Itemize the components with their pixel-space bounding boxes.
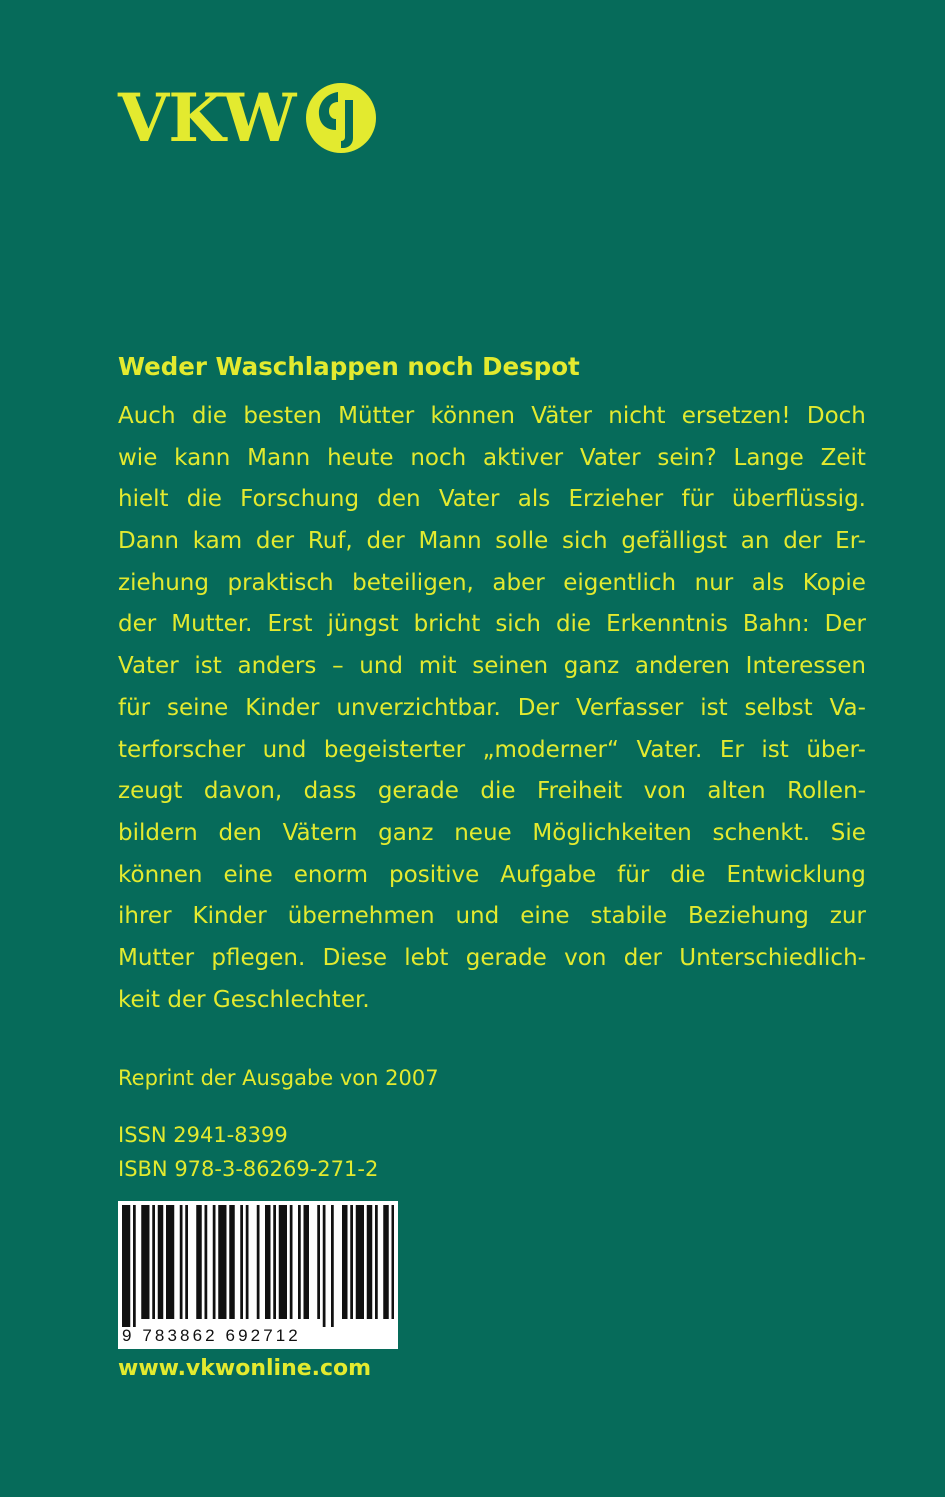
blurb-word: neue xyxy=(454,819,512,846)
blurb-word: anders xyxy=(237,653,317,680)
blurb-word: alten xyxy=(707,778,766,805)
blurb-word: Er- xyxy=(835,528,866,555)
blurb-word: schenkt. xyxy=(712,819,811,846)
blurb-word: besten xyxy=(243,403,322,429)
publisher-logo xyxy=(118,79,377,157)
blurb-line xyxy=(118,604,866,646)
identifiers xyxy=(118,1118,378,1186)
blurb-word: Er xyxy=(719,736,744,763)
blurb-word: mit xyxy=(418,653,457,680)
blurb-word: dass xyxy=(303,778,357,805)
blurb-word: Erkenntnis xyxy=(606,611,728,638)
blurb-line xyxy=(118,438,866,480)
blurb-word: aktiver xyxy=(483,444,564,471)
blurb-word: sein? xyxy=(657,444,717,471)
barcode-bar xyxy=(158,1205,164,1319)
blurb-word: ist xyxy=(700,694,728,721)
blurb-word: ersetzen! xyxy=(681,403,791,429)
blurb-word: den xyxy=(218,819,262,846)
blurb-word: gerade xyxy=(377,778,459,805)
barcode-bar xyxy=(257,1205,260,1319)
blurb-word: Rollen- xyxy=(787,778,866,805)
blurb-word: sich xyxy=(562,528,608,555)
blurb-word: Kopie xyxy=(802,569,866,596)
blurb-word: bricht xyxy=(413,611,481,638)
blurb-line xyxy=(118,980,866,1022)
blurb-line xyxy=(118,521,866,563)
blurb-word: ihrer xyxy=(118,903,172,930)
blurb-line xyxy=(118,688,866,730)
blurb-line xyxy=(118,396,866,438)
blurb-word: Beziehung xyxy=(688,903,809,930)
blurb-word: Forschung xyxy=(240,486,360,513)
blurb-word: Interessen xyxy=(745,653,866,680)
blurb-word: positive xyxy=(389,861,480,888)
barcode-bar xyxy=(141,1205,149,1319)
barcode-bar xyxy=(290,1205,293,1319)
blurb-word: die xyxy=(555,611,592,638)
barcode-bar xyxy=(279,1205,287,1319)
blurb-word: überflüssig. xyxy=(731,486,866,513)
blurb-word: als xyxy=(517,486,551,513)
vkw-circle-mark-icon xyxy=(305,82,377,154)
blurb-word: seinen xyxy=(472,653,549,680)
barcode-bar xyxy=(213,1205,216,1319)
blurb-word: davon, xyxy=(203,778,283,805)
barcode-bar xyxy=(392,1205,395,1319)
blurb-word: „moderner“ xyxy=(482,736,619,763)
blurb-word: der xyxy=(783,528,822,555)
blurb-word: gefälligst xyxy=(621,528,728,555)
barcode-bar xyxy=(180,1205,183,1319)
blurb-word: den xyxy=(377,486,421,513)
barcode-bar xyxy=(133,1205,136,1327)
barcode xyxy=(118,1201,398,1349)
blurb-word: zur xyxy=(829,903,866,930)
blurb-word: eine xyxy=(223,861,273,888)
blurb-word: Zeit xyxy=(820,444,866,471)
blurb-word: Mutter. xyxy=(171,611,253,638)
blurb-word: zeugt xyxy=(118,778,183,805)
blurb-word: Ruf, xyxy=(307,528,353,555)
barcode-bar xyxy=(273,1205,276,1319)
blurb-word: keit der Geschlechter. xyxy=(118,986,370,1013)
barcode-bar xyxy=(342,1205,348,1319)
isbn-number: ISBN 978-3-86269-271-2 xyxy=(118,1157,379,1181)
barcode-bar xyxy=(196,1205,202,1319)
blurb-word: für xyxy=(681,486,714,513)
blurb-word: ganz xyxy=(378,819,434,846)
barcode-bar xyxy=(166,1205,174,1319)
barcode-bar xyxy=(375,1205,378,1319)
blurb-word: von xyxy=(643,778,686,805)
blurb-word: die xyxy=(480,778,516,805)
barcode-bar xyxy=(356,1205,364,1319)
blurb-word: Unterschiedlich- xyxy=(679,944,866,971)
blurb-word: Diese xyxy=(322,944,387,971)
blurb-word: von xyxy=(564,944,607,971)
blurb-word: seine xyxy=(167,694,229,721)
blurb-word: Mann xyxy=(247,444,311,471)
barcode-bar xyxy=(265,1205,271,1319)
blurb-word: Vater xyxy=(579,444,641,471)
blurb-word: Mutter xyxy=(118,944,195,971)
blurb-word: und xyxy=(359,653,404,680)
blurb-word: wie xyxy=(118,444,158,471)
blurb-line xyxy=(118,855,866,897)
barcode-bar xyxy=(122,1205,130,1327)
blurb-word: Kinder xyxy=(192,903,267,930)
blurb-line xyxy=(118,479,866,521)
blurb-word: können xyxy=(430,403,515,429)
barcode-bar xyxy=(383,1205,389,1319)
barcode-bar xyxy=(152,1205,155,1319)
blurb-word: enorm xyxy=(293,861,369,888)
blurb-word: Lange xyxy=(733,444,804,471)
blurb-line xyxy=(118,896,866,938)
blurb-word: anderen xyxy=(634,653,730,680)
blurb-word: Freiheit xyxy=(536,778,623,805)
blurb-line xyxy=(118,813,866,855)
blurb-word: für xyxy=(617,861,650,888)
blurb-word: ziehung xyxy=(118,569,209,596)
blurb-word: können xyxy=(118,861,203,888)
barcode-bar xyxy=(205,1205,208,1319)
blurb-word: Mütter xyxy=(338,403,415,429)
blurb-word: sich xyxy=(495,611,541,638)
blurb-word: – xyxy=(332,653,344,680)
blurb-word: und xyxy=(262,736,307,763)
blurb-line xyxy=(118,646,866,688)
blurb-word: Sie xyxy=(830,819,866,846)
blurb-word: und xyxy=(455,903,500,930)
blurb-word: heute xyxy=(327,444,394,471)
blurb-word: Erst xyxy=(267,611,313,638)
blurb-word: unverzichtbar. xyxy=(336,694,501,721)
blurb-word: aber xyxy=(492,569,545,596)
barcode-bar xyxy=(304,1205,310,1319)
blurb-word: Der xyxy=(517,694,560,721)
blurb-word: Vätern xyxy=(282,819,358,846)
blurb-word: ist xyxy=(194,653,222,680)
blurb-word: für xyxy=(118,694,151,721)
blurb-word: Kinder xyxy=(245,694,320,721)
blurb-word: jüngst xyxy=(327,611,399,638)
blurb-word: der xyxy=(255,528,295,555)
blurb-word: nicht xyxy=(608,403,666,429)
blurb-word: Bahn: xyxy=(742,611,810,638)
blurb-word: stabile xyxy=(590,903,668,930)
blurb-word: solle xyxy=(495,528,549,555)
blurb-word: die xyxy=(186,486,222,513)
reprint-note: Reprint der Ausgabe von 2007 xyxy=(118,1066,439,1090)
barcode-bar xyxy=(331,1205,334,1327)
blurb-line xyxy=(118,563,866,605)
book-headline: Weder Waschlappen noch Despot xyxy=(118,352,580,381)
barcode-bar xyxy=(246,1205,249,1319)
blurb-word: Väter xyxy=(531,403,592,429)
blurb-word: bildern xyxy=(118,819,198,846)
blurb-word: die xyxy=(670,861,706,888)
blurb-word: als xyxy=(751,569,785,596)
blurb-word: Vater xyxy=(438,486,500,513)
blurb-word: Dann xyxy=(118,528,179,555)
blurb-word: Vater. xyxy=(636,736,703,763)
blurb-word: übernehmen xyxy=(287,903,435,930)
blurb-word: Möglichkeiten xyxy=(532,819,692,846)
blurb-word: die xyxy=(191,403,227,429)
barcode-bar xyxy=(218,1205,226,1319)
blurb-word: kam xyxy=(192,528,243,555)
barcode-bar xyxy=(229,1205,235,1319)
blurb-word: der xyxy=(623,944,662,971)
blurb-word: eine xyxy=(520,903,570,930)
barcode-bar xyxy=(367,1205,373,1319)
blurb-word: ist xyxy=(761,736,789,763)
blurb-word: kann xyxy=(174,444,231,471)
blurb-word: eigentlich xyxy=(563,569,677,596)
blurb-word: nur xyxy=(694,569,734,596)
blurb-word: Aufgabe xyxy=(500,861,597,888)
blurb-word: Verfasser xyxy=(575,694,684,721)
barcode-bar xyxy=(185,1205,188,1319)
barcode-bar xyxy=(298,1205,301,1319)
blurb-word: der xyxy=(366,528,405,555)
book-blurb xyxy=(118,396,866,1021)
barcode-bar xyxy=(350,1205,353,1319)
blurb-word: hielt xyxy=(118,486,169,513)
blurb-word: über- xyxy=(806,736,866,763)
blurb-word: noch xyxy=(410,444,467,471)
blurb-word: Mann xyxy=(418,528,482,555)
blurb-word: ganz xyxy=(563,653,620,680)
barcode-bar xyxy=(323,1205,326,1327)
blurb-word: Auch xyxy=(118,403,176,429)
barcode-bar xyxy=(317,1205,320,1319)
blurb-word: Va- xyxy=(829,694,866,721)
issn-number: ISSN 2941-8399 xyxy=(118,1123,288,1147)
publisher-website: www.vkwonline.com xyxy=(118,1356,372,1381)
blurb-word: terforscher xyxy=(118,736,246,763)
blurb-line xyxy=(118,938,866,980)
blurb-word: Entwicklung xyxy=(726,861,866,888)
barcode-bar xyxy=(240,1205,243,1319)
logo-text: VKW xyxy=(118,79,296,157)
barcode-digits: 9 783862 692712 xyxy=(122,1326,301,1345)
blurb-word: an xyxy=(740,528,770,555)
blurb-line xyxy=(118,730,866,772)
blurb-word: Doch xyxy=(806,403,866,429)
blurb-word: beteiligen, xyxy=(352,569,474,596)
blurb-word: Vater xyxy=(118,653,179,680)
blurb-word: pflegen. xyxy=(211,944,306,971)
blurb-word: der xyxy=(118,611,157,638)
blurb-word: lebt xyxy=(404,944,449,971)
blurb-word: gerade xyxy=(465,944,547,971)
blurb-word: Erzieher xyxy=(568,486,664,513)
blurb-word: begeisterter xyxy=(323,736,466,763)
blurb-word: praktisch xyxy=(227,569,334,596)
blurb-word: Der xyxy=(824,611,866,638)
blurb-word: selbst xyxy=(744,694,813,721)
blurb-line xyxy=(118,771,866,813)
